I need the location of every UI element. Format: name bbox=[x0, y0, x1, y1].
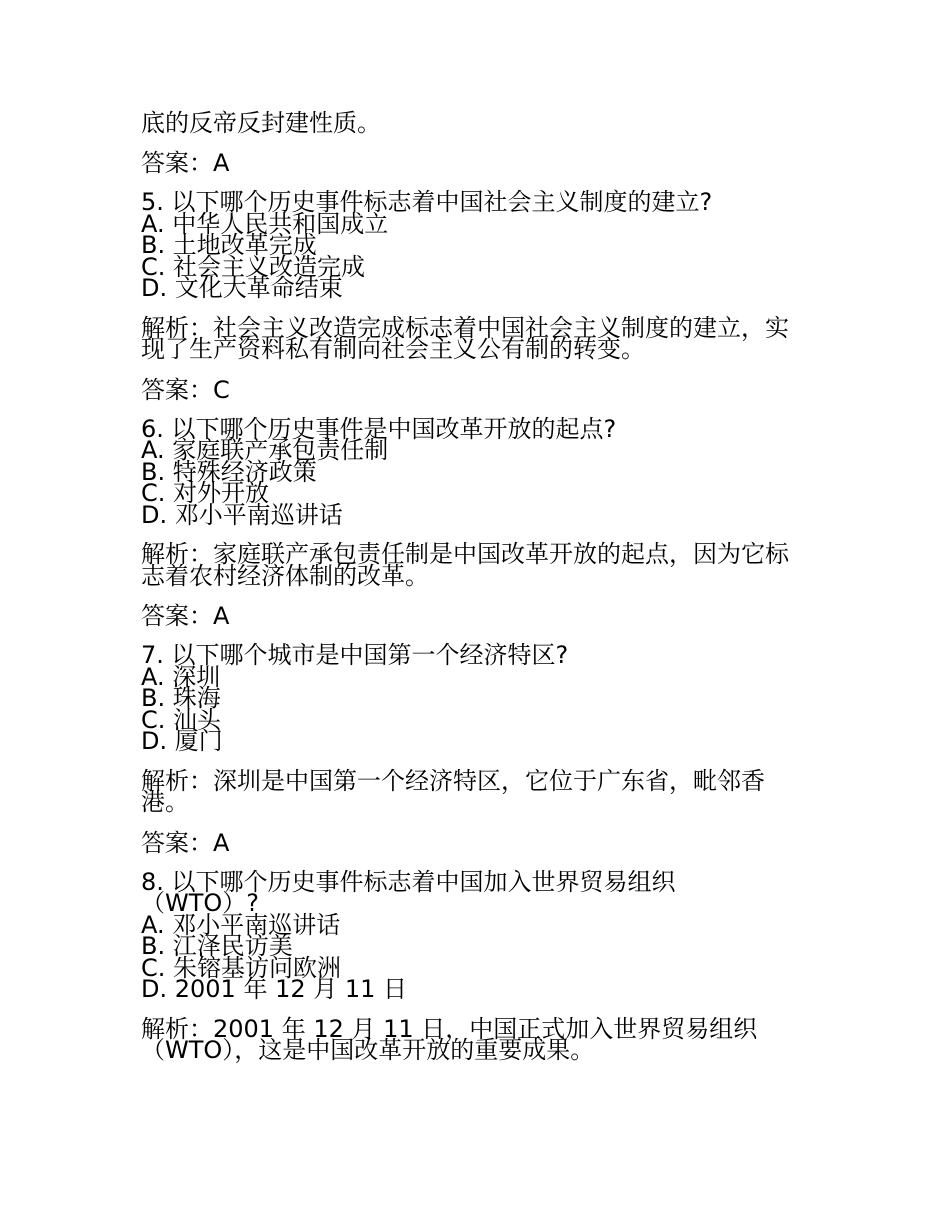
option-b: B. 特殊经济政策 bbox=[141, 457, 317, 486]
analysis-line: （WTO），这是中国改革开放的重要成果。 bbox=[141, 1036, 595, 1064]
option-c: C. 朱镕基访问欧洲 bbox=[141, 953, 342, 982]
analysis-line: 解析：深圳是中国第一个经济特区，它位于广东省，毗邻香 bbox=[141, 766, 765, 795]
question-text: 8. 以下哪个历史事件标志着中国加入世界贸易组织 bbox=[141, 867, 676, 896]
analysis-line: 现了生产资料私有制向社会主义公有制的转变。 bbox=[141, 335, 645, 363]
answer-line: 答案：A bbox=[141, 828, 230, 857]
option-b: B. 土地改革完成 bbox=[141, 231, 317, 259]
question-6 bbox=[141, 414, 821, 529]
analysis-line: 港。 bbox=[141, 788, 189, 816]
answer-7 bbox=[141, 828, 821, 857]
analysis-7 bbox=[141, 766, 821, 816]
option-c: C. 社会主义改造完成 bbox=[141, 252, 366, 281]
answer-line: 答案：A bbox=[141, 602, 230, 630]
analysis-tail: 底的反帝反封建性质。 bbox=[141, 109, 381, 137]
analysis-line: 解析：家庭联产承包责任制是中国改革开放的起点，因为它标 bbox=[141, 540, 789, 568]
analysis-line: 志着农村经济体制的改革。 bbox=[141, 561, 429, 590]
option-a: A. 家庭联产承包责任制 bbox=[141, 436, 389, 464]
answer-line: 答案：A bbox=[141, 149, 230, 177]
question-text-cont: （WTO）? bbox=[141, 889, 260, 917]
analysis-line: 解析：社会主义改造完成标志着中国社会主义制度的建立，实 bbox=[141, 313, 789, 342]
intro-block bbox=[141, 109, 821, 137]
option-b: B. 江泽民访美 bbox=[141, 932, 293, 960]
option-a: A. 中华人民共和国成立 bbox=[141, 209, 389, 238]
answer-6 bbox=[141, 602, 821, 630]
option-d: D. 邓小平南巡讲话 bbox=[141, 500, 343, 529]
analysis-line: 解析：2001 年 12 月 11 日，中国正式加入世界贸易组织 bbox=[141, 1014, 758, 1043]
analysis-8 bbox=[141, 1014, 821, 1064]
question-text: 5. 以下哪个历史事件标志着中国社会主义制度的建立? bbox=[141, 188, 713, 216]
option-b: B. 珠海 bbox=[141, 684, 221, 712]
answer-line: 答案：C bbox=[141, 375, 230, 404]
option-c: C. 对外开放 bbox=[141, 479, 270, 507]
question-8 bbox=[141, 867, 821, 1003]
question-text: 6. 以下哪个历史事件是中国改革开放的起点? bbox=[141, 414, 617, 443]
answer-5 bbox=[141, 375, 821, 404]
option-d: D. 厦门 bbox=[141, 727, 223, 755]
option-c: C. 汕头 bbox=[141, 705, 222, 734]
question-5 bbox=[141, 188, 821, 302]
option-d: D. 文化大革命结束 bbox=[141, 274, 343, 302]
answer-block bbox=[141, 149, 821, 177]
question-text: 7. 以下哪个城市是中国第一个经济特区? bbox=[141, 641, 569, 669]
analysis-6 bbox=[141, 540, 821, 590]
question-7 bbox=[141, 641, 821, 755]
analysis-5 bbox=[141, 313, 821, 363]
option-a: A. 深圳 bbox=[141, 662, 221, 691]
document-page bbox=[141, 109, 821, 1080]
option-a: A. 邓小平南巡讲话 bbox=[141, 910, 341, 939]
option-d: D. 2001 年 12 月 11 日 bbox=[141, 975, 408, 1003]
